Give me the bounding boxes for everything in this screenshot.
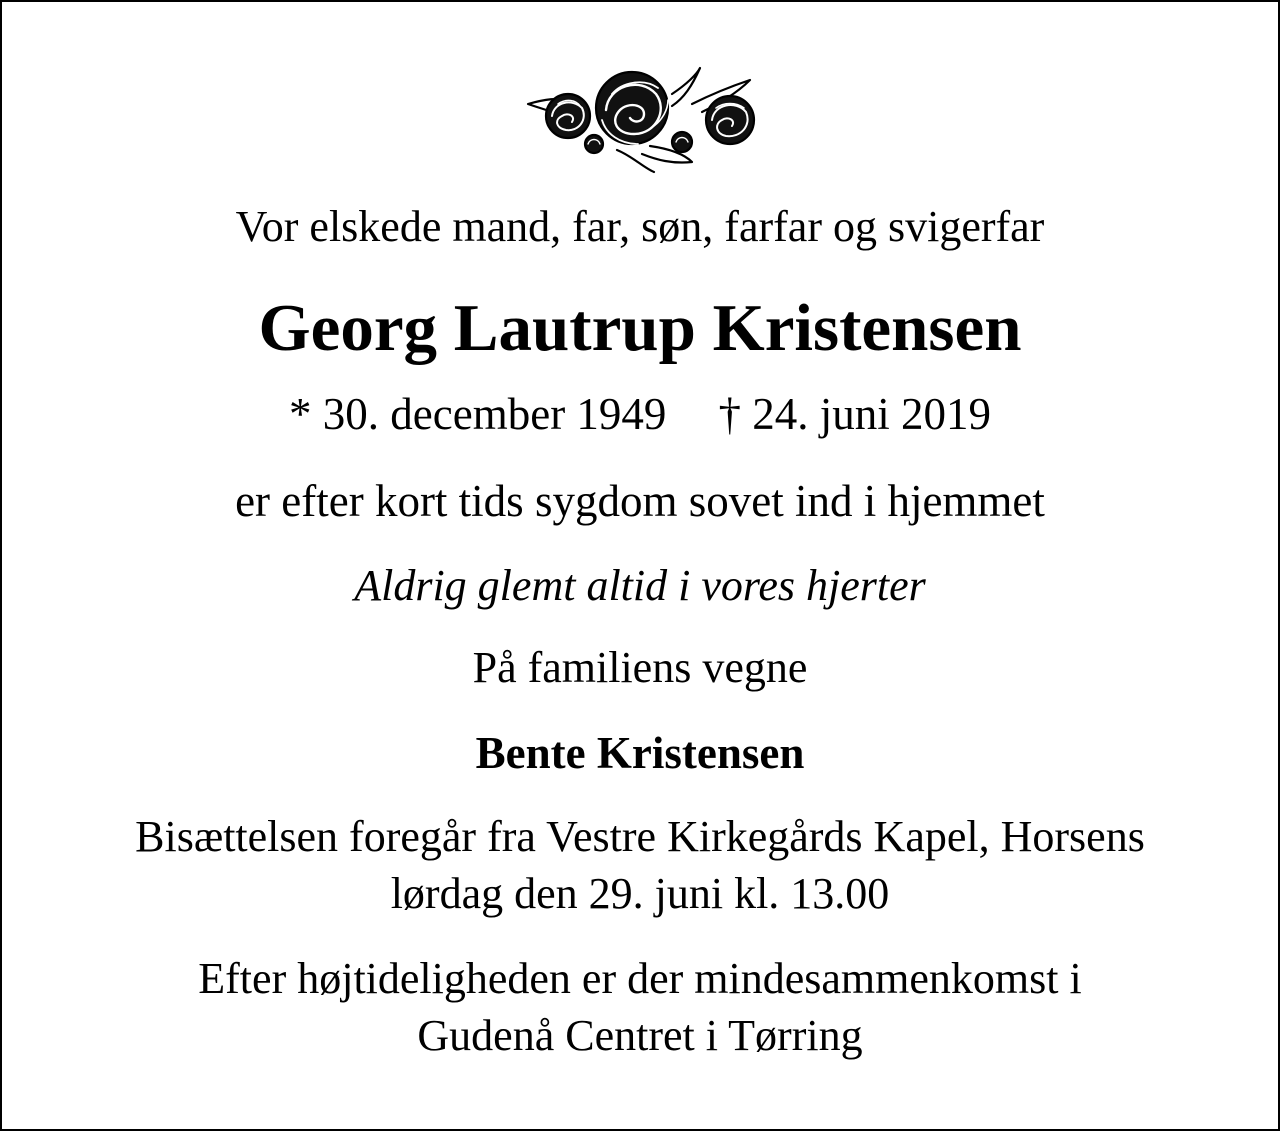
funeral-time-text: lørdag den 29. juni kl. 13.00 [390, 869, 890, 918]
deceased-name: Georg Lautrup Kristensen [258, 291, 1022, 365]
signer-name: Bente Kristensen [475, 728, 805, 778]
birth-date: * 30. december 1949 [289, 389, 667, 439]
roses-ornament-icon [522, 64, 762, 174]
death-date: † 24. juni 2019 [718, 389, 991, 439]
on-behalf-text: På familiens vegne [472, 643, 808, 692]
gathering-text: Efter højtideligheden er der mindesammenkomst i [198, 954, 1082, 1003]
life-dates [2, 389, 1278, 439]
funeral-location-text: Bisættelsen foregår fra Vestre Kirkegårds Kapel, Horsens [135, 812, 1145, 861]
passing-text: er efter kort tids sygdom sovet ind i hjemmet [235, 476, 1045, 526]
intro-text: Vor elskede mand, far, søn, farfar og svigerfar [235, 202, 1045, 251]
motto-text: Aldrig glemt altid i vores hjerter [354, 561, 926, 610]
gathering-location-text: Gudenå Centret i Tørring [417, 1011, 863, 1060]
